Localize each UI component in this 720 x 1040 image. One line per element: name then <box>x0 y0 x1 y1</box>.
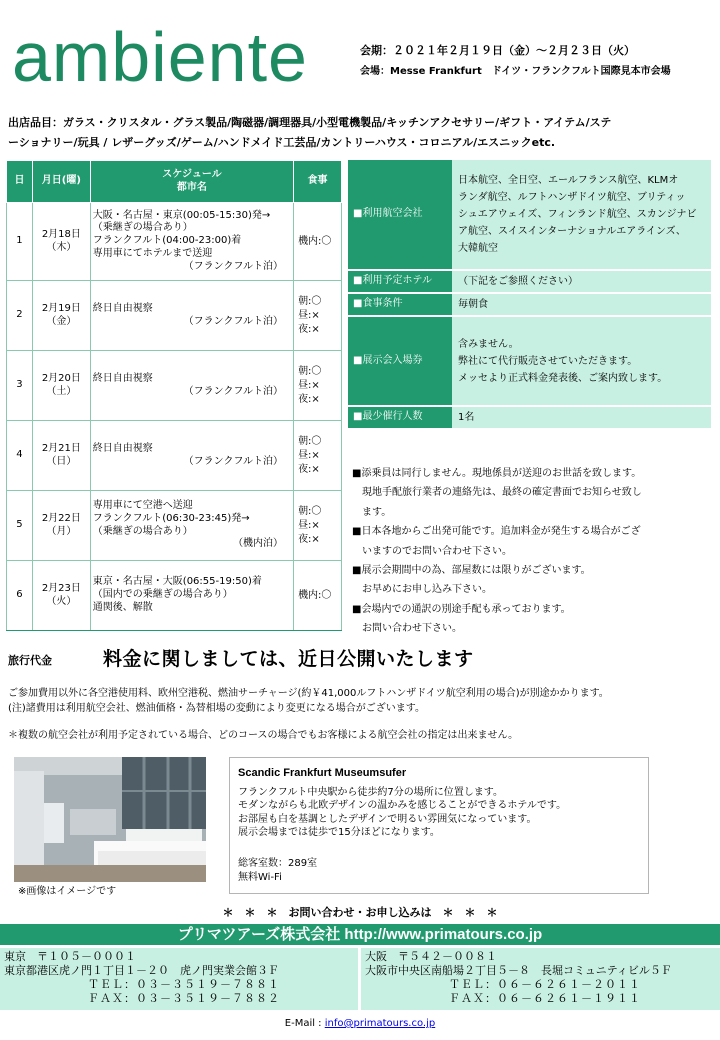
info-value-line: 1名 <box>458 412 475 423</box>
schedule-line: （乗継ぎの場合あり） <box>92 525 193 537</box>
meal-item: 昼:× <box>298 449 320 461</box>
hotel-wifi: 無料Wi-Fi <box>238 871 282 883</box>
schedule-day: 3 <box>7 351 33 421</box>
schedule-line: 通関後、解散 <box>92 601 153 613</box>
schedule-date-day: 2月18日 <box>41 228 81 240</box>
schedule-date-day: 2月20日 <box>41 372 81 384</box>
meal-item: 機内:〇 <box>298 235 332 247</box>
schedule-line: （乗継ぎの場合あり） <box>92 222 193 234</box>
schedule-table <box>6 160 342 631</box>
info-value-line: 大韓航空 <box>458 243 498 254</box>
schedule-meals <box>294 491 342 561</box>
tokyo-tel: ＴＥＬ：０３－３５１９－７８８１ <box>88 978 280 991</box>
schedule-day: 1 <box>7 203 33 281</box>
note-line: いますのでお問い合わせ下さい。 <box>352 545 512 557</box>
hotel-desc-line: お部屋も白を基調としたデザインで明るい雰囲気になっています。 <box>238 813 537 825</box>
info-value-line: ア航空、スイスインターナショナルエアラインズ、 <box>458 226 686 237</box>
schedule-date <box>32 281 90 351</box>
osaka-fax: ＦＡＸ：０６－６２６１－１９１１ <box>449 992 641 1005</box>
meal-item: 朝:〇 <box>298 435 322 447</box>
note-line: ■展示会期間中の為、部屋数には限りがございます。 <box>352 565 591 577</box>
info-row <box>348 160 711 270</box>
schedule-date-day: 2月22日 <box>41 512 81 524</box>
products-line: ーショナリー/玩具 / レザーグッズ/ゲーム/ハンドメイド工芸品/カントリーハウス・コロニアル/エスニックetc. <box>8 136 556 149</box>
schedule-date-weekday: （日） <box>46 455 77 467</box>
schedule-row <box>7 491 342 561</box>
tokyo-postal: 東京 〒１０５－０００１ <box>4 950 136 963</box>
info-value-line: 含みません。 <box>458 338 519 350</box>
meal-item: 機内:〇 <box>298 589 332 601</box>
osaka-office <box>361 948 720 1010</box>
schedule-desc <box>90 203 293 281</box>
meal-item: 昼:× <box>298 379 320 391</box>
note-line: ■日本各地からご出発可能です。追加料金が発生する場合がござ <box>352 526 641 538</box>
info-value <box>452 160 711 270</box>
note-line: お早めにお申し込み下さい。 <box>352 584 492 596</box>
schedule-line: 専用車にて空港へ送迎 <box>92 499 193 511</box>
osaka-tel: ＴＥＬ：０６－６２６１－２０１１ <box>449 978 641 991</box>
schedule-line: 東京・名古屋・大阪(06:55-19:50)着 <box>92 576 262 588</box>
schedule-line: 大阪・名古屋・東京(00:05-15:30)発→ <box>92 209 271 221</box>
schedule-date-day: 2月21日 <box>41 442 81 454</box>
hotel-stats <box>238 857 640 885</box>
schedule-header-row <box>7 161 342 203</box>
schedule-meals <box>294 203 342 281</box>
info-label: ■利用航空会社 <box>348 160 452 270</box>
schedule-date-weekday: （火） <box>46 595 77 607</box>
hotel-desc-line: 展示会場までは徒歩で15分ほどになります。 <box>238 827 440 839</box>
header-meal: 食事 <box>294 161 342 203</box>
price-announcement: 料金に関しましては、近日公開いたします <box>103 648 474 670</box>
hotel-room-image <box>14 757 206 882</box>
schedule-line: 終日自由視察 <box>92 302 153 314</box>
info-value-line: 弊社にて代行販売させていただきます。 <box>458 355 638 367</box>
schedule-stay: （フランクフルト泊） <box>183 455 284 467</box>
email-label: E-Mail : <box>284 1018 325 1029</box>
meal-item: 昼:× <box>298 519 320 531</box>
schedule-date <box>32 351 90 421</box>
info-value-line: シュエアウェイズ、フィンランド航空、スカンジナビ <box>458 209 697 220</box>
inquiry-heading: ＊ ＊ ＊ お問い合わせ・お申し込みは ＊ ＊ ＊ <box>222 906 498 919</box>
cost-line: (注)諸費用は利用航空会社、燃油価格・為替相場の変動により変更になる場合がございます。 <box>8 703 426 714</box>
schedule-line: 終日自由視察 <box>92 372 153 384</box>
email-line <box>0 1018 720 1031</box>
info-row <box>348 293 711 316</box>
exhibition-period: 会期：２０２１年２月１９日（金）～２月２３日（火） <box>360 44 635 57</box>
schedule-line: フランクフルト(06:30-23:45)発→ <box>92 512 250 524</box>
note-line: ます。 <box>352 506 392 518</box>
hotel-desc-line: フランクフルト中央駅から徒歩約7分の場所に位置します。 <box>238 787 503 799</box>
info-label: ■展示会入場券 <box>348 316 452 406</box>
company-banner[interactable]: プリマツアーズ株式会社 http://www.primatours.co.jp <box>0 924 720 945</box>
tokyo-address: 東京都港区虎ノ門１丁目１－２０ 虎ノ門実業会館３Ｆ <box>4 964 279 977</box>
schedule-date-weekday: （木） <box>46 241 77 253</box>
hotel-name: Scandic Frankfurt Museumsufer <box>238 767 407 779</box>
meal-item: 昼:× <box>298 309 320 321</box>
meal-item: 朝:〇 <box>298 365 322 377</box>
info-row <box>348 406 711 429</box>
info-value <box>452 406 711 429</box>
note-line: ■添乗員は同行しません。現地係員が送迎のお世話を致します。 <box>352 468 642 479</box>
schedule-date <box>32 203 90 281</box>
hotel-info-box <box>229 757 649 894</box>
schedule-meals <box>294 561 342 631</box>
schedule-row <box>7 203 342 281</box>
schedule-day: 6 <box>7 561 33 631</box>
tokyo-office <box>0 948 358 1010</box>
schedule-row <box>7 561 342 631</box>
email-link[interactable]: info@primatours.co.jp <box>324 1018 436 1029</box>
airline-note: ＊複数の航空会社が利用予定されている場合、どのコースの場合でもお客様による航空会社の指定は出来ません。 <box>8 730 519 741</box>
info-value <box>452 293 711 316</box>
schedule-row <box>7 351 342 421</box>
schedule-desc <box>90 351 293 421</box>
meal-item: 夜:× <box>298 463 320 475</box>
header-schedule <box>90 161 293 203</box>
ambiente-logo: ambiente <box>12 18 308 96</box>
schedule-row <box>7 421 342 491</box>
meal-item: 朝:〇 <box>298 505 322 517</box>
schedule-stay: （フランクフルト泊） <box>183 315 284 327</box>
cost-line: ご参加費用以外に各空港使用料、欧州空港税、燃油サーチャージ(約￥41,000ルフトハンザドイツ航空利用の場合)が別途かかります。 <box>8 688 609 699</box>
info-row <box>348 316 711 406</box>
info-value-line: 毎朝食 <box>458 299 488 310</box>
price-label: 旅行代金 <box>8 654 52 667</box>
hotel-room-count: 総客室数：289室 <box>238 857 318 869</box>
image-caption: ※画像はイメージです <box>18 886 117 897</box>
schedule-date-weekday: （月） <box>46 525 77 537</box>
tour-info-table <box>348 160 711 430</box>
additional-costs <box>8 686 718 716</box>
meal-item: 夜:× <box>298 323 320 335</box>
schedule-day: 5 <box>7 491 33 561</box>
header-day: 日 <box>7 161 33 203</box>
info-label: ■食事条件 <box>348 293 452 316</box>
schedule-stay: （フランクフルト泊） <box>183 385 284 397</box>
schedule-date <box>32 561 90 631</box>
schedule-line: 終日自由視察 <box>92 442 153 454</box>
meal-item: 夜:× <box>298 533 320 545</box>
schedule-line: フランクフルト(04:00-23:00)着 <box>92 235 242 247</box>
schedule-desc <box>90 421 293 491</box>
schedule-meals <box>294 281 342 351</box>
info-value-line: （下記をご参照ください） <box>458 276 578 287</box>
info-row <box>348 270 711 293</box>
schedule-meals <box>294 421 342 491</box>
schedule-desc <box>90 281 293 351</box>
schedule-day: 4 <box>7 421 33 491</box>
meal-item: 朝:〇 <box>298 295 322 307</box>
info-value-line: メッセより正式料金発表後、ご案内致します。 <box>458 372 668 384</box>
hotel-description <box>238 786 640 840</box>
schedule-date-day: 2月23日 <box>41 582 81 594</box>
schedule-date <box>32 421 90 491</box>
note-line: ■会場内での通訳の別途手配も承っております。 <box>352 603 571 615</box>
info-value <box>452 270 711 293</box>
tour-notes <box>352 464 716 639</box>
info-label: ■利用予定ホテル <box>348 270 452 293</box>
exhibition-venue: 会場：Messe Frankfurt ドイツ・フランクフルト国際見本市会場 <box>360 66 671 77</box>
note-line: 現地手配旅行業者の連絡先は、最終の確定書面でお知らせ致し <box>352 487 642 499</box>
schedule-day: 2 <box>7 281 33 351</box>
meal-item: 夜:× <box>298 393 320 405</box>
hotel-room-photo <box>14 757 206 882</box>
header-schedule-line2: 都市名 <box>176 181 207 193</box>
products-line: 出店品目：ガラス・クリスタル・グラス製品/陶磁器/調理器具/小型電機製品/キッチンアクセサリー/ギフト・アイテム/ステ <box>8 116 612 129</box>
schedule-date-weekday: （金） <box>46 315 77 327</box>
schedule-line: 専用車にてホテルまで送迎 <box>92 247 213 259</box>
info-value-line: ランダ航空、ルフトハンザドイツ航空、ブリティッ <box>458 192 686 203</box>
exhibit-products <box>8 113 714 153</box>
osaka-postal: 大阪 〒５４２－００８１ <box>365 950 497 963</box>
header-schedule-line1: スケジュール <box>162 168 222 180</box>
osaka-address: 大阪市中央区南船場２丁目５－８ 長堀コミュニティビル５Ｆ <box>365 964 672 977</box>
schedule-stay: （フランクフルト泊） <box>183 260 284 272</box>
schedule-desc <box>90 561 293 631</box>
note-line: お問い合わせ下さい。 <box>352 623 462 635</box>
info-value <box>452 316 711 406</box>
info-value-line: 日本航空、全日空、エールフランス航空、KLMオ <box>458 175 679 186</box>
schedule-desc <box>90 491 293 561</box>
info-label: ■最少催行人数 <box>348 406 452 429</box>
header-date: 月日(曜) <box>32 161 90 203</box>
schedule-date-weekday: （土） <box>46 385 77 397</box>
schedule-row <box>7 281 342 351</box>
schedule-stay: （機内泊） <box>233 538 284 550</box>
schedule-date <box>32 491 90 561</box>
hotel-desc-line: モダンながらも北欧デザインの温かみを感じることができるホテルです。 <box>238 800 567 812</box>
schedule-line: （国内での乗継ぎの場合あり） <box>92 589 233 601</box>
schedule-date-day: 2月19日 <box>41 302 81 314</box>
tokyo-fax: ＦＡＸ：０３－３５１９－７８８２ <box>88 992 280 1005</box>
schedule-meals <box>294 351 342 421</box>
